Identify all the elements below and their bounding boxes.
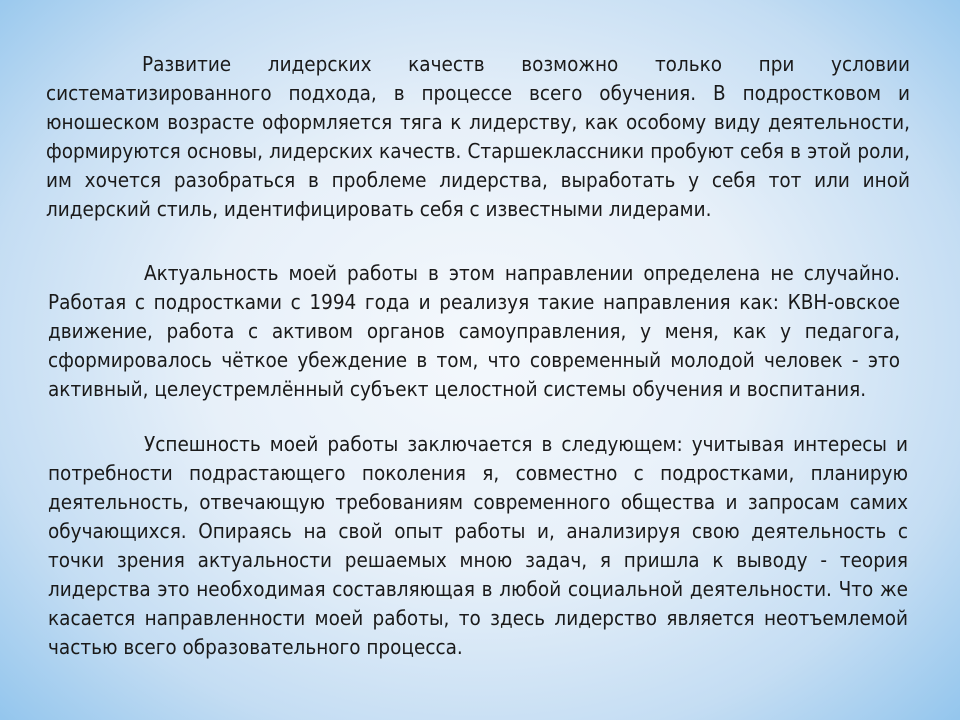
paragraph-work-success	[48, 430, 908, 662]
paragraph-leadership-development	[46, 50, 910, 224]
paragraph-text: Актуальность моей работы в этом направлении определена не случайно. Работая с подростками с 1994 года и реализуя такие направления как: КВН-овское движение, работа с активом органов самоуправления, у меня, как у педагога, сформировалось чёткое убеждение в том, что современный молодой человек - это активный, целеустремлённый субъект целостной системы обучения и воспитания.	[48, 261, 900, 401]
paragraph-text: Успешность моей работы заключается в следующем: учитывая интересы и потребности подрастающего поколения я, совместно с подростками, планирую деятельность, отвечающую требованиям современного общества и запросам самих обучающихся. Опираясь на свой опыт работы и, анализируя свою деятельность с точки зрения актуальности решаемых мною задач, я пришла к выводу - теория лидерства это необходимая составляющая в любой социальной деятельности. Что же касается направленности моей работы, то здесь лидерство является неотъемлемой частью всего образовательного процесса.	[48, 432, 908, 659]
paragraph-text: Развитие лидерских качеств возможно только при условии систематизированного подхода, в процессе всего обучения. В подростковом и юношеском возрасте оформляется тяга к лидерству, как особому виду деятельности, формируются основы, лидерских качеств. Старшеклассники пробуют себя в этой роли, им хочется разобраться в проблеме лидерства, выработать у себя тот или иной лидерский стиль, идентифицировать себя с известными лидерами.	[46, 52, 910, 221]
paragraph-work-relevance	[48, 259, 900, 404]
